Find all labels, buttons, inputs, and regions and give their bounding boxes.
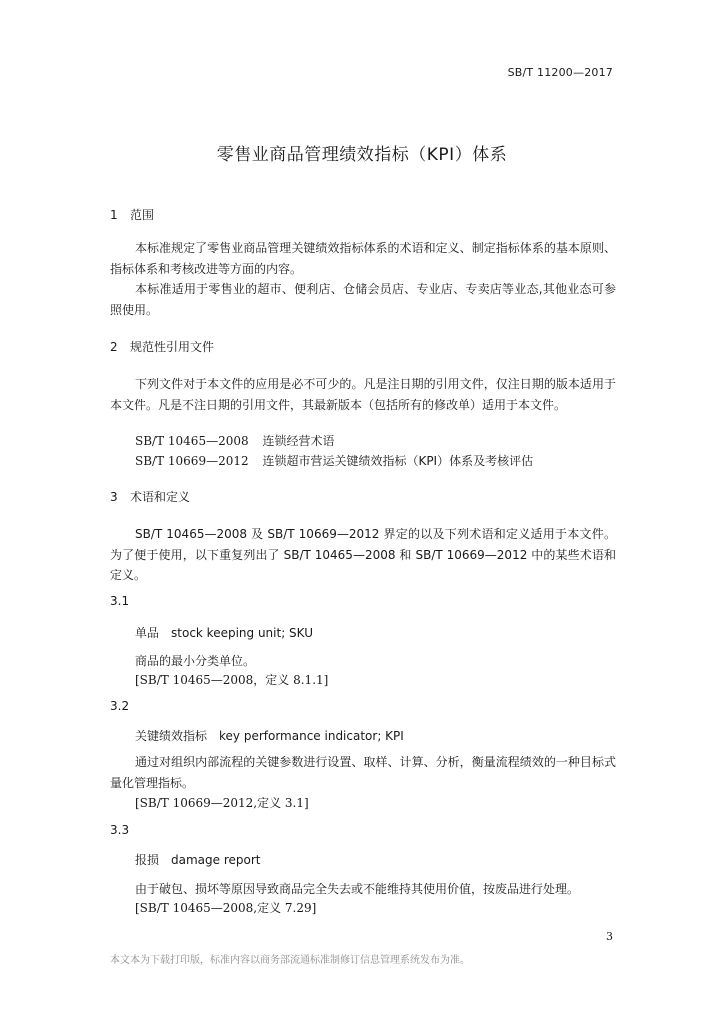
- term-definition: 商品的最小分类单位。: [135, 654, 256, 668]
- term-chinese: 关键绩效指标: [135, 729, 208, 743]
- reference-code: SB/T 10669—2012: [135, 454, 249, 468]
- reference-name: 连锁经营术语: [262, 434, 335, 448]
- term-number: 3.2: [110, 699, 130, 713]
- term-chinese: 报损: [135, 853, 160, 867]
- section-1-heading: [110, 206, 154, 223]
- reference-item: [135, 432, 334, 449]
- section-1-paragraph-1: 本标准规定了零售业商品管理关键绩效指标体系的术语和定义、制定指标体系的基本原则、指标体系和考核改进等方面的内容。: [110, 241, 616, 276]
- term-source: [SB/T 10669—2012,定义 3.1]: [135, 796, 309, 810]
- section-3-paragraph-1: SB/T 10465—2008 及 SB/T 10669—2012 界定的以及下列术语和定义适用于本文件。为了便于使用，以下重复列出了 SB/T 10465—2008 和 SB/T 10669—2012 中的某些术语和定义。: [110, 527, 616, 582]
- document-title: 零售业商品管理绩效指标（KPI）体系: [216, 145, 508, 165]
- section-number: 3: [110, 490, 118, 504]
- section-2-heading: [110, 338, 214, 355]
- section-title: 术语和定义: [130, 490, 191, 504]
- term-source: [SB/T 10465—2008,定义 7.29]: [135, 901, 317, 915]
- section-1-paragraph-2: 本标准适用于零售业的超市、便利店、仓储会员店、专业店、专卖店等业态,其他业态可参照使用。: [110, 282, 616, 317]
- term-heading: [135, 624, 313, 641]
- term-number: 3.1: [110, 594, 130, 608]
- section-2-paragraph-1: 下列文件对于本文件的应用是必不可少的。凡是注日期的引用文件，仅注日期的版本适用于本文件。凡是不注日期的引用文件，其最新版本（包括所有的修改单）适用于本文件。: [110, 377, 616, 412]
- section-title: 范围: [130, 208, 155, 222]
- page-number: 3: [606, 930, 613, 943]
- section-3-heading: [110, 488, 190, 505]
- reference-item: [135, 452, 533, 469]
- reference-name: 连锁超市营运关键绩效指标（KPI）体系及考核评估: [262, 454, 534, 468]
- term-heading: [135, 727, 404, 744]
- standard-code: SB/T 11200—2017: [507, 66, 613, 79]
- term-english: stock keeping unit; SKU: [171, 626, 314, 640]
- term-heading: [135, 851, 261, 868]
- reference-code: SB/T 10465—2008: [135, 434, 249, 448]
- footer-note: 本文本为下载打印版，标准内容以商务部流通标准制修订信息管理系统发布为准。: [110, 955, 470, 966]
- term-definition: 由于破包、损坏等原因导致商品完全失去或不能维持其使用价值，按废品进行处理。: [135, 882, 580, 896]
- section-number: 2: [110, 340, 118, 354]
- term-english: key performance indicator; KPI: [219, 729, 404, 743]
- term-number: 3.3: [110, 823, 130, 837]
- term-definition: 通过对组织内部流程的关键参数进行设置、取样、计算、分析，衡量流程绩效的一种目标式量化管理指标。: [110, 755, 616, 790]
- section-number: 1: [110, 208, 118, 222]
- term-english: damage report: [171, 853, 261, 867]
- term-chinese: 单品: [135, 626, 160, 640]
- term-source: [SB/T 10465—2008，定义 8.1.1]: [135, 673, 329, 687]
- section-title: 规范性引用文件: [130, 340, 215, 354]
